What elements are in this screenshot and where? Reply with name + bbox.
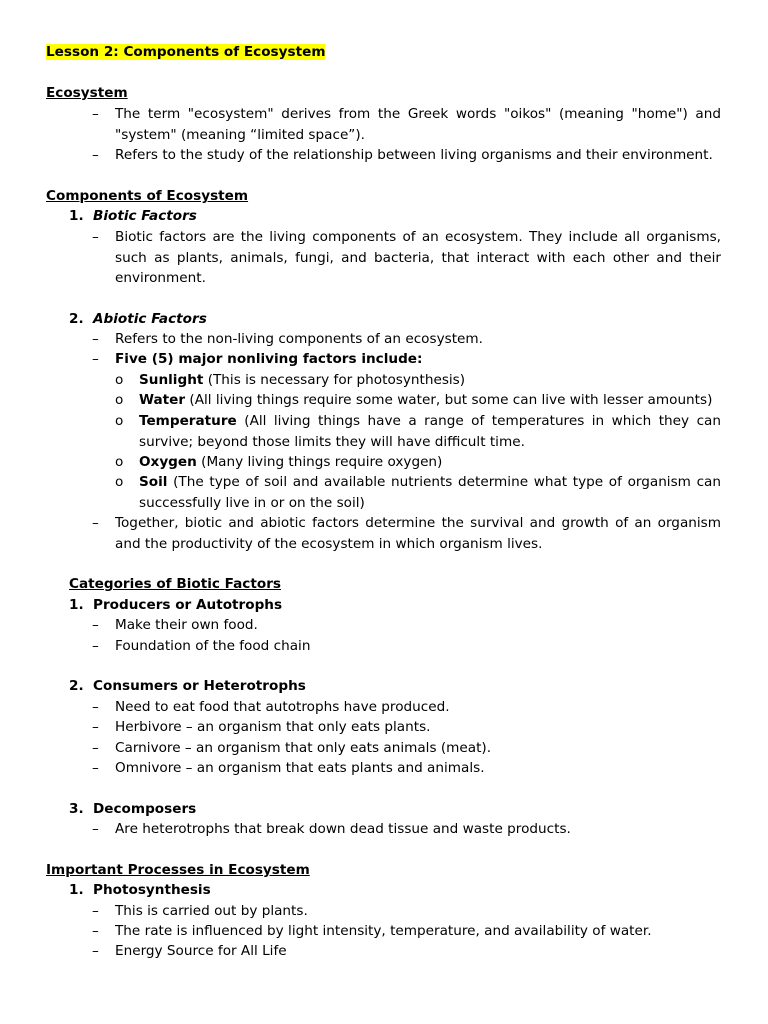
photosynthesis-item-1 (92, 901, 721, 922)
producers-item-2-text: Foundation of the food chain (115, 638, 311, 654)
factor-name: Temperature (139, 413, 237, 429)
decomposers-item-1-text: Are heterotrophs that break down dead tissue and waste products. (115, 821, 571, 837)
abiotic-item-1 (92, 329, 721, 350)
factor-name: Soil (139, 474, 168, 490)
factor-soil (115, 472, 721, 513)
list-number: 1. (69, 882, 84, 898)
lesson-title-line (46, 42, 325, 63)
heading-categories: Categories of Biotic Factors (69, 576, 281, 592)
photosynthesis-item-1-text: This is carried out by plants. (115, 903, 308, 919)
list-number: 1. (69, 597, 84, 613)
producers-item-2 (92, 636, 721, 657)
abiotic-item-2 (92, 349, 721, 370)
abiotic-item-3-text: Together, biotic and abiotic factors determine the survival and growth of an organism and the productivity of the ecosystem in which organism lives. (115, 515, 721, 552)
factor-name: Water (139, 392, 186, 408)
circle-bullet: o (115, 372, 124, 388)
producers-label: Producers or Autotrophs (93, 597, 283, 613)
consumers-item-4-text: Omnivore – an organism that eats plants and animals. (115, 760, 485, 776)
abiotic-item-1-text: Refers to the non-living components of an ecosystem. (115, 331, 483, 347)
biotic-item-1-text: Biotic factors are the living components of an ecosystem. They include all organisms, such as plants, animals, fungi, and bacteria, that interact with each other and their environment. (115, 229, 721, 286)
biotic-factors-heading (69, 206, 197, 227)
abiotic-item-2-text: Five (5) major nonliving factors include: (115, 351, 423, 367)
list-number: 1. (69, 208, 84, 224)
heading-processes: Important Processes in Ecosystem (46, 862, 310, 878)
dash-bullet: – (92, 515, 99, 531)
dash-bullet: – (92, 923, 99, 939)
dash-bullet: – (92, 699, 99, 715)
biotic-item-1 (92, 227, 721, 289)
dash-bullet: – (92, 638, 99, 654)
ecosystem-item-1 (92, 104, 721, 145)
decomposers-item-1 (92, 819, 721, 840)
factor-oxygen (115, 452, 721, 473)
circle-bullet: o (115, 474, 124, 490)
list-number: 2. (69, 678, 84, 694)
producers-heading (69, 595, 282, 616)
dash-bullet: – (92, 719, 99, 735)
dash-bullet: – (92, 760, 99, 776)
consumers-item-3-text: Carnivore – an organism that only eats animals (meat). (115, 740, 492, 756)
consumers-item-1-text: Need to eat food that autotrophs have produced. (115, 699, 450, 715)
ecosystem-item-2 (92, 145, 721, 166)
dash-bullet: – (92, 943, 99, 959)
circle-bullet: o (115, 413, 124, 429)
consumers-item-4 (92, 758, 721, 779)
photosynthesis-item-2 (92, 921, 721, 942)
dash-bullet: – (92, 106, 99, 122)
photosynthesis-label: Photosynthesis (93, 882, 211, 898)
list-number: 3. (69, 801, 84, 817)
factor-temperature (115, 411, 721, 452)
heading-ecosystem: Ecosystem (46, 85, 128, 101)
producers-item-1-text: Make their own food. (115, 617, 258, 633)
dash-bullet: – (92, 147, 99, 163)
dash-bullet: – (92, 331, 99, 347)
ecosystem-item-1-text: The term "ecosystem" derives from the Greek words "oikos" (meaning "home") and "system" (meaning “limited space”). (115, 106, 721, 143)
factor-name: Oxygen (139, 454, 197, 470)
biotic-factors-label: Biotic Factors (93, 208, 197, 224)
factor-name: Sunlight (139, 372, 204, 388)
photosynthesis-item-3 (92, 941, 721, 962)
abiotic-factors-label: Abiotic Factors (93, 311, 207, 327)
circle-bullet: o (115, 392, 124, 408)
photosynthesis-item-2-text: The rate is influenced by light intensity, temperature, and availability of water. (115, 923, 652, 939)
factor-desc: (The type of soil and available nutrients determine what type of organism can successfully live in or on the soil) (139, 474, 721, 511)
dash-bullet: – (92, 617, 99, 633)
abiotic-factors-heading (69, 309, 207, 330)
consumers-item-2-text: Herbivore – an organism that only eats plants. (115, 719, 431, 735)
factor-water (115, 390, 721, 411)
consumers-item-3 (92, 738, 721, 759)
photosynthesis-heading (69, 880, 211, 901)
factor-sunlight (115, 370, 721, 391)
dash-bullet: – (92, 821, 99, 837)
factor-desc: (This is necessary for photosynthesis) (203, 372, 466, 388)
factor-desc: (Many living things require oxygen) (196, 454, 443, 470)
consumers-item-2 (92, 717, 721, 738)
factor-desc: (All living things have a range of temperatures in which they can survive; beyond those limits they will have difficult time. (139, 413, 721, 450)
consumers-heading (69, 676, 306, 697)
consumers-item-1 (92, 697, 721, 718)
list-number: 2. (69, 311, 84, 327)
dash-bullet: – (92, 351, 99, 367)
factor-desc: (All living things require some water, but some can live with lesser amounts) (185, 392, 713, 408)
heading-components: Components of Ecosystem (46, 188, 249, 204)
ecosystem-item-2-text: Refers to the study of the relationship between living organisms and their environment. (115, 147, 713, 163)
dash-bullet: – (92, 229, 99, 245)
consumers-label: Consumers or Heterotrophs (93, 678, 306, 694)
dash-bullet: – (92, 740, 99, 756)
abiotic-item-3 (92, 513, 721, 554)
dash-bullet: – (92, 903, 99, 919)
decomposers-label: Decomposers (93, 801, 197, 817)
circle-bullet: o (115, 454, 124, 470)
decomposers-heading (69, 799, 196, 820)
lesson-title: Lesson 2: Components of Ecosystem (46, 44, 326, 60)
photosynthesis-item-3-text: Energy Source for All Life (115, 943, 287, 959)
producers-item-1 (92, 615, 721, 636)
